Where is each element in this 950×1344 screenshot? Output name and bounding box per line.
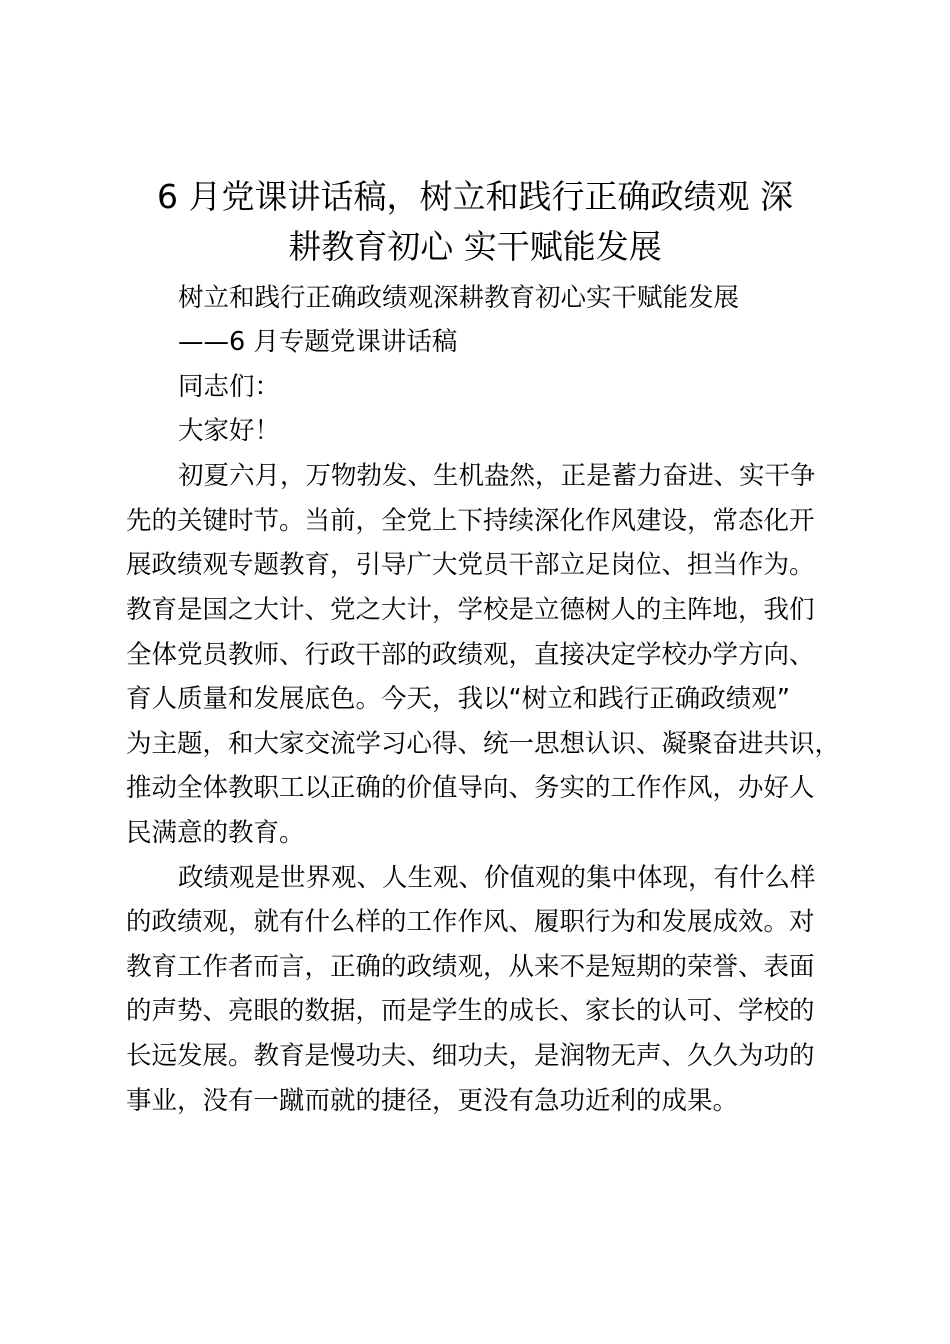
paragraph-2-line: 的声势、亮眼的数据，而是学生的成长、家长的认可、学校的 [126, 996, 815, 1026]
paragraph-1-line: 先的关键时节。当前，全党上下持续深化作风建设，常态化开 [126, 506, 815, 536]
paragraph-2-line: 政绩观是世界观、人生观、价值观的集中体现，有什么样 [178, 863, 816, 893]
paragraph-2-line: 事业，没有一蹴而就的捷径，更没有急功近利的成果。 [126, 1086, 739, 1116]
document-title-line-2: 耕教育初心 实干赋能发展 [288, 227, 662, 266]
paragraph-1-line: 初夏六月，万物勃发、生机盎然，正是蓄力奋进、实干争 [178, 461, 816, 491]
paragraph-2-line: 教育工作者而言，正确的政绩观，从来不是短期的荣誉、表面 [126, 952, 815, 982]
paragraph-1-line: 民满意的教育。 [126, 818, 305, 848]
salutation: 同志们： [178, 372, 281, 402]
paragraph-2-line: 长远发展。教育是慢功夫、细功夫，是润物无声、久久为功的 [126, 1041, 815, 1071]
paragraph-1-line: 展政绩观专题教育，引导广大党员干部立足岗位、担当作为。 [126, 550, 815, 580]
subtitle-date-line: ——6 月专题党课讲话稿 [178, 327, 458, 357]
paragraph-1-line: 推动全体教职工以正确的价值导向、务实的工作作风，办好人 [126, 773, 815, 803]
document-title-line-1: 6 月党课讲话稿，树立和践行正确政绩观 深 [157, 177, 793, 216]
paragraph-1-line: 教育是国之大计、党之大计，学校是立德树人的主阵地，我们 [126, 595, 815, 625]
subtitle-line: 树立和践行正确政绩观深耕教育初心实干赋能发展 [178, 283, 740, 313]
paragraph-1-line: 全体党员教师、行政干部的政绩观，直接决定学校办学方向、 [126, 640, 815, 670]
greeting: 大家好！ [178, 416, 281, 446]
paragraph-1-line: 为主题，和大家交流学习心得、统一思想认识、凝聚奋进共识， [126, 729, 841, 759]
paragraph-1-line: 育人质量和发展底色。今天，我以“树立和践行正确政绩观” [126, 684, 790, 714]
paragraph-2-line: 的政绩观，就有什么样的工作作风、履职行为和发展成效。对 [126, 907, 815, 937]
